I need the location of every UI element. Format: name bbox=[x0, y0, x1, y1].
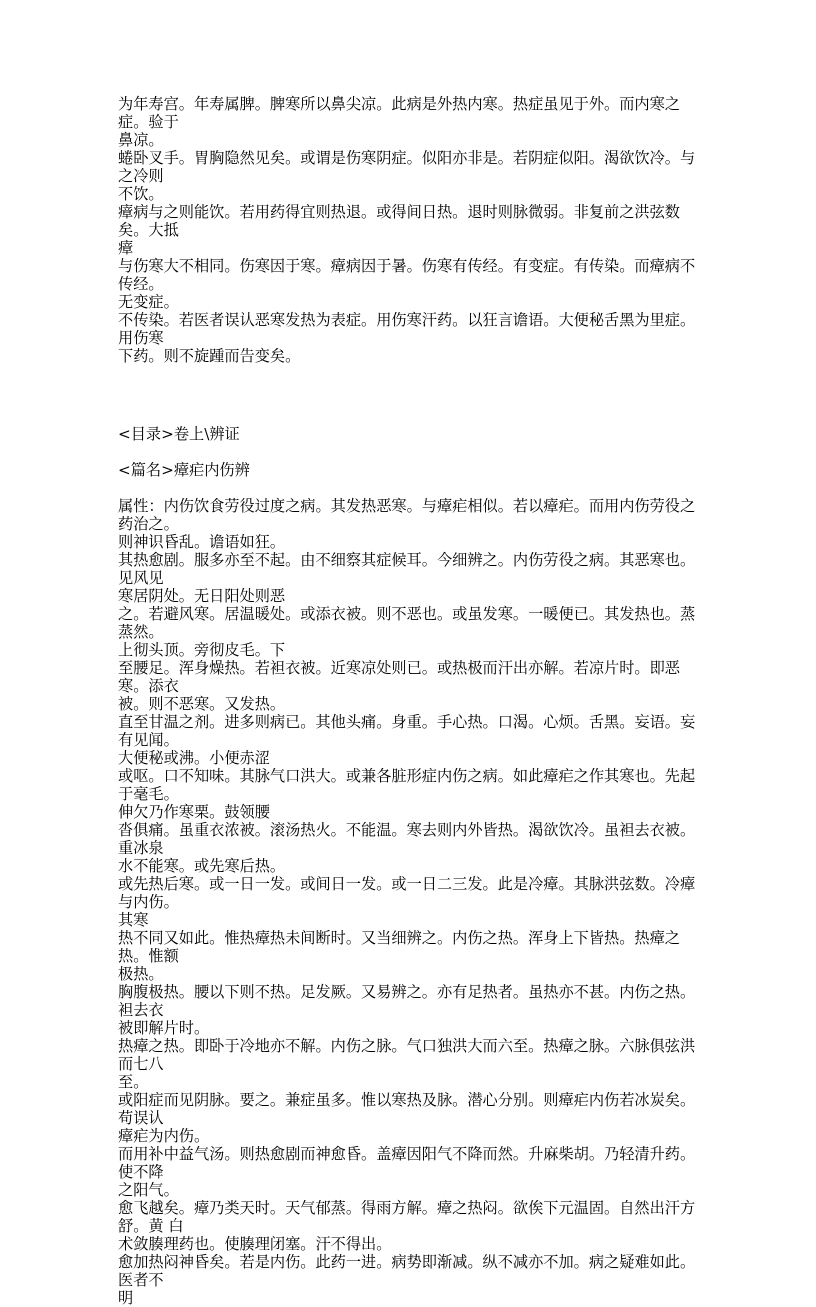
text-line: 或阳症而见阴脉。要之。兼症虽多。惟以寒热及脉。潜心分别。则瘴疟内伤若冰炭矣。苟误认 bbox=[118, 1091, 696, 1127]
text-line: 而用补中益气汤。则热愈剧而神愈昏。盖瘴因阳气不降而然。升麻柴胡。乃轻清升药。使不降 bbox=[118, 1145, 696, 1181]
text-line: 与伤寒大不相同。伤寒因于寒。瘴病因于暑。伤寒有传经。有变症。有传染。而瘴病不传经。 bbox=[118, 257, 696, 293]
text-line: 沓俱痛。虽重衣浓被。滚汤热火。不能温。寒去则内外皆热。渴欲饮冷。虽袒去衣被。重冰泉 bbox=[118, 821, 696, 857]
catalog-heading: <目录>卷上\辨证 bbox=[118, 425, 240, 443]
text-line: 水不能寒。或先寒后热。 bbox=[118, 857, 286, 875]
text-line: 被。则不恶寒。又发热。 bbox=[118, 695, 286, 713]
body-passage bbox=[118, 497, 702, 1307]
paragraph-spacer bbox=[118, 479, 702, 497]
text-line: 或呕。口不知味。其脉气口洪大。或兼各脏形症内伤之病。如此瘴疟之作其寒也。先起于毫毛。 bbox=[118, 767, 696, 803]
text-line: 之阳气。 bbox=[118, 1181, 179, 1199]
document-page bbox=[118, 95, 702, 1307]
text-line: 热瘴之热。即卧于冷地亦不解。内伤之脉。气口独洪大而六至。热瘴之脉。六脉俱弦洪而七八 bbox=[118, 1037, 696, 1073]
text-line: 伸欠乃作寒栗。鼓领腰 bbox=[118, 803, 270, 821]
heading-spacer bbox=[118, 443, 702, 461]
text-line: 其热愈剧。服多亦至不起。由不细察其症候耳。今细辨之。内伤劳役之病。其恶寒也。见风见 bbox=[118, 551, 696, 587]
text-line: 术敛腠理药也。使腠理闭塞。汗不得出。 bbox=[118, 1235, 392, 1253]
text-line: 寒居阴处。无日阳处则恶 bbox=[118, 587, 286, 605]
text-line: 至。 bbox=[118, 1073, 149, 1091]
title-heading: <篇名>瘴疟内伤辨 bbox=[118, 461, 250, 479]
text-line: 上彻头顶。旁彻皮毛。下 bbox=[118, 641, 286, 659]
intro-passage bbox=[118, 95, 702, 365]
text-line: 愈加热闷神昏矣。若是内伤。此药一进。病势即渐减。纵不减亦不加。病之疑难如此。医者不 bbox=[118, 1253, 696, 1289]
text-line: 直至甘温之剂。进多则病已。其他头痛。身重。手心热。口渴。心烦。舌黑。妄语。妄有见闻。 bbox=[118, 713, 696, 749]
text-line: 下药。则不旋踵而告变矣。 bbox=[118, 347, 301, 365]
text-line: 热不同又如此。惟热瘴热未间断时。又当细辨之。内伤之热。浑身上下皆热。热瘴之热。惟额 bbox=[118, 929, 680, 965]
text-line: 其寒 bbox=[118, 911, 149, 929]
text-line: 瘴疟为内伤。 bbox=[118, 1127, 210, 1145]
text-line: 瘴 bbox=[118, 239, 134, 257]
text-line: 至腰足。浑身燥热。若袒衣被。近寒凉处则已。或热极而汗出亦解。若凉片时。即恶寒。添衣 bbox=[118, 659, 680, 695]
text-line: 或先热后寒。或一日一发。或间日一发。或一日二三发。此是冷瘴。其脉洪弦数。冷瘴与内伤。 bbox=[118, 875, 696, 911]
text-line: 明 bbox=[118, 1289, 134, 1307]
text-line: 属性：内伤饮食劳役过度之病。其发热恶寒。与瘴疟相似。若以瘴疟。而用内伤劳役之药治之。 bbox=[118, 497, 696, 533]
text-line: 愈飞越矣。瘴乃类天时。天气郁蒸。得雨方解。瘴之热闷。欲俟下元温固。自然出汗方舒。黄 白 bbox=[118, 1199, 696, 1235]
text-line: 不饮。 bbox=[118, 185, 164, 203]
text-line: 极热。 bbox=[118, 965, 164, 983]
text-line: 蜷卧叉手。胃胸隐然见矣。或谓是伤寒阴症。似阳亦非是。若阴症似阳。渴欲饮冷。与之冷则 bbox=[118, 149, 696, 185]
text-line: 为年寿宫。年寿属脾。脾寒所以鼻尖凉。此病是外热内寒。热症虽见于外。而内寒之症。验于 bbox=[118, 95, 680, 131]
text-line: 则神识昏乱。谵语如狂。 bbox=[118, 533, 286, 551]
text-line: 鼻凉。 bbox=[118, 131, 164, 149]
text-line: 被即解片时。 bbox=[118, 1019, 210, 1037]
text-line: 瘴病与之则能饮。若用药得宜则热退。或得间日热。退时则脉微弱。非复前之洪弦数矣。大抵 bbox=[118, 203, 680, 239]
text-line: 无变症。 bbox=[118, 293, 179, 311]
section-spacer bbox=[118, 365, 702, 425]
text-line: 胸腹极热。腰以下则不热。足发厥。又易辨之。亦有足热者。虽热亦不甚。内伤之热。袒去衣 bbox=[118, 983, 696, 1019]
text-line: 不传染。若医者误认恶寒发热为表症。用伤寒汗药。以狂言谵语。大便秘舌黑为里症。用伤寒 bbox=[118, 311, 696, 347]
text-line: 之。若避风寒。居温暖处。或添衣被。则不恶也。或虽发寒。一暖便已。其发热也。蒸蒸然。 bbox=[118, 605, 696, 641]
text-line: 大便秘或沸。小便赤涩 bbox=[118, 749, 270, 767]
